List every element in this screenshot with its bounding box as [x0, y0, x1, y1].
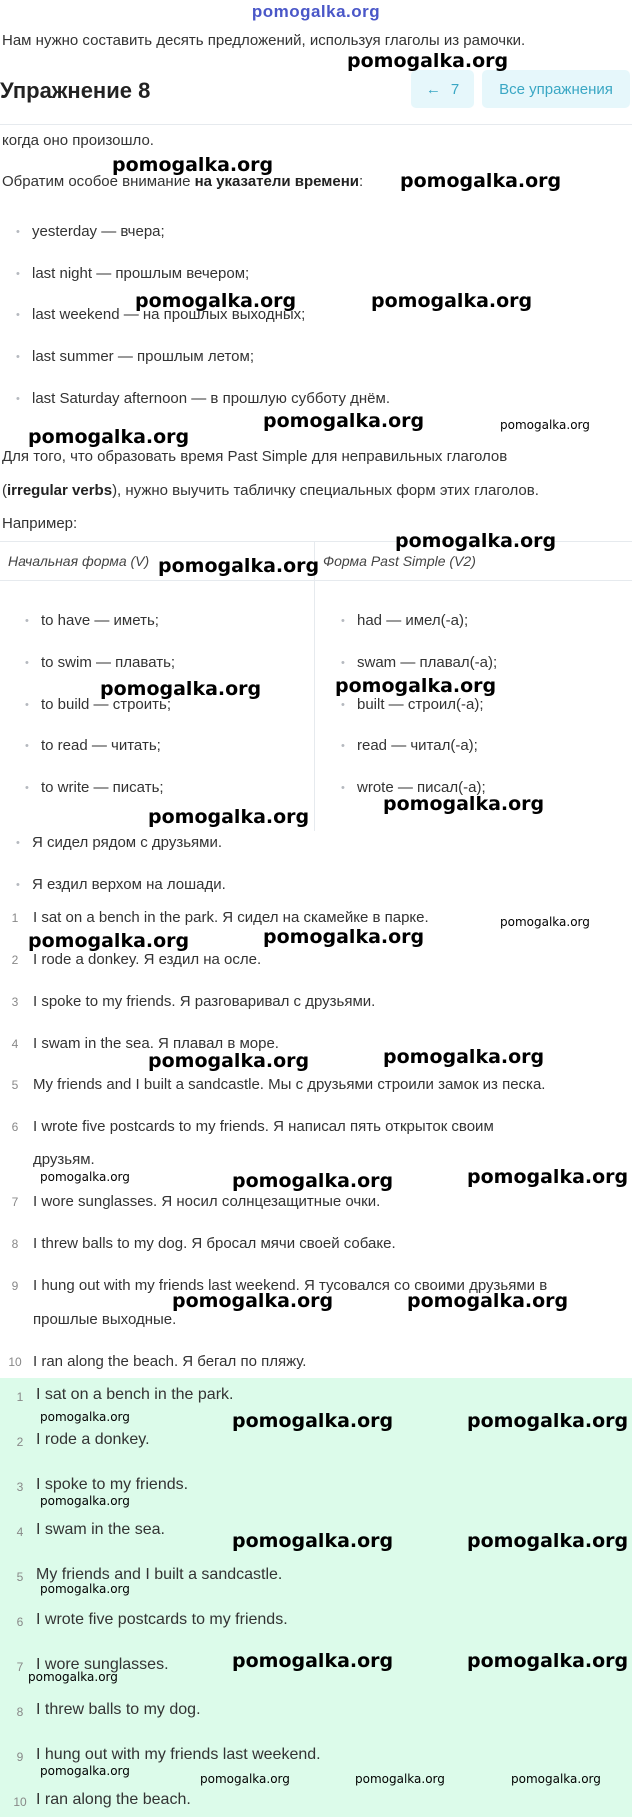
watermark: pomogalka.org — [28, 930, 190, 952]
sentence-number: 2 — [11, 953, 19, 967]
watermark: pomogalka.org — [347, 50, 509, 72]
list-item: • Я сидел рядом с друзьями. — [32, 834, 222, 851]
list-item: • Я ездил верхом на лошади. — [32, 876, 226, 893]
watermark: pomogalka.org — [148, 806, 310, 828]
watermark: pomogalka.org — [263, 926, 425, 948]
list-item: • last summer — прошлым летом; — [32, 348, 254, 365]
answer-number: 7 — [16, 1660, 24, 1674]
answer-sentence: I threw balls to my dog. — [36, 1701, 201, 1718]
sentence: I rode a donkey. Я ездил на осле. — [33, 951, 262, 968]
table-cell: • had — имел(-а); — [357, 612, 468, 629]
watermark: pomogalka.org — [158, 555, 320, 577]
answer-number: 5 — [16, 1570, 24, 1584]
answer-sentence: I ran along the beach. — [36, 1791, 191, 1808]
sentence: I hung out with my friends last weekend. Я тусовался со своими друзьями в — [33, 1277, 548, 1294]
watermark: pomogalka.org — [100, 678, 262, 700]
example-label: Например: — [2, 515, 78, 532]
answer-number: 8 — [16, 1705, 24, 1719]
prev-exercise-button[interactable] — [411, 70, 474, 108]
arrow-left-icon: ← — [425, 80, 441, 98]
answer-number: 10 — [13, 1795, 27, 1809]
watermark: pomogalka.org — [40, 1494, 130, 1508]
divider — [0, 124, 632, 125]
watermark: pomogalka.org — [40, 1170, 130, 1184]
answer-sentence: I hung out with my friends last weekend. — [36, 1746, 321, 1763]
watermark: pomogalka.org — [383, 793, 545, 815]
answer-sentence: I wore sunglasses. — [36, 1656, 169, 1673]
table-cell: • to swim — плавать; — [41, 654, 175, 671]
watermark: pomogalka.org — [112, 154, 274, 176]
watermark: pomogalka.org — [335, 675, 497, 697]
table-cell: • wrote — писал(-а); — [357, 779, 486, 796]
sentence-number: 6 — [11, 1120, 19, 1134]
watermark: pomogalka.org — [395, 530, 557, 552]
answer-sentence: I rode a donkey. — [36, 1431, 150, 1448]
watermark: pomogalka.org — [232, 1650, 394, 1672]
brand-logo: pomogalka.org — [251, 2, 381, 21]
table-header: Форма Past Simple (V2) — [323, 553, 476, 569]
answer-block — [0, 1378, 632, 1817]
list-item: • yesterday — вчера; — [32, 223, 165, 240]
sentence: I sat on a bench in the park. Я сидел на скамейке в парке. — [33, 909, 429, 926]
watermark: pomogalka.org — [135, 290, 297, 312]
sentence: I swam in the sea. Я плавал в море. — [33, 1035, 279, 1052]
watermark: pomogalka.org — [232, 1170, 394, 1192]
sentence-number: 9 — [11, 1279, 19, 1293]
sentence: I spoke to my friends. Я разговаривал с друзьями. — [33, 993, 376, 1010]
table-cell: • to have — иметь; — [41, 612, 159, 629]
sentence: My friends and I built a sandcastle. Мы с друзьями строили замок из песка. — [33, 1076, 546, 1093]
answer-number: 4 — [16, 1525, 24, 1539]
all-exercises-label: Все упражнения — [499, 80, 613, 98]
sentence: I threw balls to my dog. Я бросал мячи своей собаке. — [33, 1235, 396, 1252]
watermark: pomogalka.org — [371, 290, 533, 312]
watermark: pomogalka.org — [467, 1530, 629, 1552]
answer-number: 6 — [16, 1615, 24, 1629]
sentence-number: 7 — [11, 1195, 19, 1209]
watermark: pomogalka.org — [263, 410, 425, 432]
sentence-continuation: прошлые выходные. — [33, 1311, 177, 1328]
intro-text: Нам нужно составить десять предложений, используя глаголы из рамочки. — [2, 32, 526, 49]
answer-number: 3 — [16, 1480, 24, 1494]
irregular-line: (irregular verbs), нужно выучить табличку специальных форм этих глаголов. — [2, 482, 539, 499]
watermark: pomogalka.org — [355, 1772, 445, 1786]
watermark: pomogalka.org — [40, 1764, 130, 1778]
list-item: • last weekend — на прошлых выходных; — [32, 306, 305, 323]
answer-sentence: I wrote five postcards to my friends. — [36, 1611, 288, 1628]
theory-line: когда оно произошло. — [2, 132, 154, 149]
answer-sentence: I sat on a bench in the park. — [36, 1386, 234, 1403]
watermark: pomogalka.org — [383, 1046, 545, 1068]
watermark: pomogalka.org — [172, 1290, 334, 1312]
sentence: I wore sunglasses. Я носил солнцезащитные очки. — [33, 1193, 381, 1210]
sentence-number: 10 — [8, 1355, 22, 1369]
irregular-line: Для того, что образовать время Past Simple для неправильных глаголов — [2, 448, 508, 465]
watermark: pomogalka.org — [148, 1050, 310, 1072]
watermark: pomogalka.org — [467, 1650, 629, 1672]
watermark: pomogalka.org — [232, 1410, 394, 1432]
prev-exercise-label: 7 — [450, 80, 460, 98]
sentence-number: 4 — [11, 1037, 19, 1051]
answer-number: 9 — [16, 1750, 24, 1764]
table-cell: • to read — читать; — [41, 737, 161, 754]
page-title: Упражнение 8 — [0, 78, 151, 103]
table-cell: • built — строил(-а); — [357, 696, 484, 713]
watermark: pomogalka.org — [40, 1582, 130, 1596]
sentence-number: 1 — [11, 911, 19, 925]
sentence: I ran along the beach. Я бегал по пляжу. — [33, 1353, 307, 1370]
answer-number: 2 — [16, 1435, 24, 1449]
watermark: pomogalka.org — [407, 1290, 569, 1312]
watermark: pomogalka.org — [200, 1772, 290, 1786]
watermark: pomogalka.org — [467, 1166, 629, 1188]
table-cell: • read — читал(-а); — [357, 737, 478, 754]
watermark: pomogalka.org — [232, 1530, 394, 1552]
sentence-number: 3 — [11, 995, 19, 1009]
table-cell: • swam — плавал(-а); — [357, 654, 497, 671]
sentence-continuation: друзьям. — [33, 1151, 95, 1168]
verb-table — [0, 541, 632, 831]
table-cell: • to write — писать; — [41, 779, 164, 796]
watermark: pomogalka.org — [500, 418, 590, 432]
watermark: pomogalka.org — [28, 426, 190, 448]
answer-sentence: I swam in the sea. — [36, 1521, 165, 1538]
watermark: pomogalka.org — [28, 1670, 118, 1684]
list-item: • last Saturday afternoon — в прошлую субботу днём. — [32, 390, 390, 407]
watermark: pomogalka.org — [400, 170, 562, 192]
watermark: pomogalka.org — [467, 1410, 629, 1432]
answer-sentence: My friends and I built a sandcastle. — [36, 1566, 283, 1583]
answer-number: 1 — [16, 1390, 24, 1404]
sentence-number: 5 — [11, 1078, 19, 1092]
theory-time-markers-line: Обратим особое внимание на указатели времени: — [2, 173, 364, 190]
watermark: pomogalka.org — [511, 1772, 601, 1786]
answer-sentence: I spoke to my friends. — [36, 1476, 189, 1493]
watermark: pomogalka.org — [500, 915, 590, 929]
list-item: • last night — прошлым вечером; — [32, 265, 249, 282]
sentence: I wrote five postcards to my friends. Я написал пять открыток своим — [33, 1118, 494, 1135]
sentence-number: 8 — [11, 1237, 19, 1251]
table-cell: • to build — строить; — [41, 696, 171, 713]
watermark: pomogalka.org — [40, 1410, 130, 1424]
table-header: Начальная форма (V) — [8, 553, 150, 569]
all-exercises-button[interactable] — [482, 70, 630, 108]
